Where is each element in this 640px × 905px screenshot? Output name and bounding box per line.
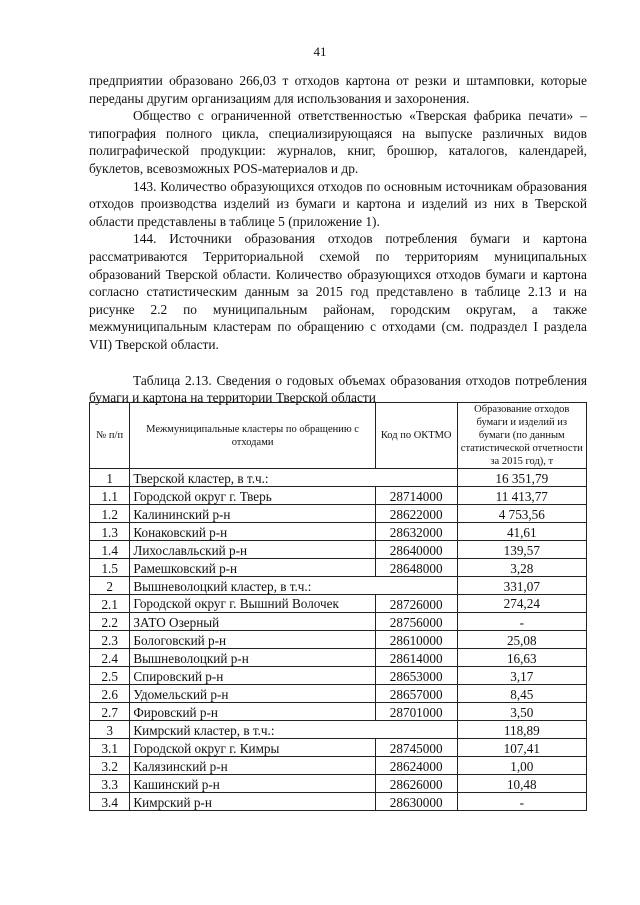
paragraph: 143. Количество образующихся отходов по основным источникам образования отходов производства изделий из бумаги и картона и изделий из них в Тверской области представлены в таблице 5 (приложение 1). bbox=[89, 178, 587, 229]
row-number: 2.1 bbox=[90, 595, 130, 613]
row-value: - bbox=[457, 793, 586, 811]
row-value: - bbox=[457, 613, 586, 631]
row-value: 331,07 bbox=[457, 577, 586, 595]
row-number: 3 bbox=[90, 721, 130, 739]
row-name: Фировский р-н bbox=[130, 703, 375, 721]
row-value: 1,00 bbox=[457, 757, 586, 775]
row-number: 2.2 bbox=[90, 613, 130, 631]
header-code: Код по ОКТМО bbox=[375, 403, 457, 469]
table-header-row bbox=[90, 403, 587, 469]
row-name: Удомельский р-н bbox=[130, 685, 375, 703]
row-name: Спировский р-н bbox=[130, 667, 375, 685]
row-value: 118,89 bbox=[457, 721, 586, 739]
row-oktmo-code: 28630000 bbox=[375, 793, 457, 811]
row-oktmo-code: 28626000 bbox=[375, 775, 457, 793]
row-number: 2.5 bbox=[90, 667, 130, 685]
row-value: 41,61 bbox=[457, 523, 586, 541]
row-oktmo-code: 28614000 bbox=[375, 649, 457, 667]
row-value: 8,45 bbox=[457, 685, 586, 703]
row-number: 3.3 bbox=[90, 775, 130, 793]
table-row bbox=[90, 703, 587, 721]
row-name: Кимрский кластер, в т.ч.: bbox=[130, 721, 457, 739]
row-number: 1 bbox=[90, 469, 130, 487]
table-row bbox=[90, 523, 587, 541]
row-number: 1.2 bbox=[90, 505, 130, 523]
row-oktmo-code: 28701000 bbox=[375, 703, 457, 721]
row-value: 3,50 bbox=[457, 703, 586, 721]
row-number: 1.5 bbox=[90, 559, 130, 577]
paragraph: Общество с ограниченной ответственностью «Тверская фабрика печати» – типография полного цикла, специализирующаяся на выпуске различных видов полиграфической продукции: журналов, книг, брошюр, каталогов, календарей, буклетов, всевозможных POS-материалов и др. bbox=[89, 108, 587, 176]
row-value: 10,48 bbox=[457, 775, 586, 793]
waste-table bbox=[89, 402, 587, 811]
cluster-row bbox=[90, 721, 587, 739]
row-oktmo-code: 28648000 bbox=[375, 559, 457, 577]
table-row bbox=[90, 505, 587, 523]
row-value: 4 753,56 bbox=[457, 505, 586, 523]
row-value: 25,08 bbox=[457, 631, 586, 649]
row-oktmo-code: 28726000 bbox=[375, 595, 457, 613]
row-name: Городской округ г. Тверь bbox=[130, 487, 375, 505]
row-oktmo-code: 28632000 bbox=[375, 523, 457, 541]
row-value: 139,57 bbox=[457, 541, 586, 559]
row-number: 3.1 bbox=[90, 739, 130, 757]
row-name: Вышневолоцкий кластер, в т.ч.: bbox=[130, 577, 457, 595]
row-oktmo-code: 28657000 bbox=[375, 685, 457, 703]
cluster-row bbox=[90, 577, 587, 595]
row-number: 1.1 bbox=[90, 487, 130, 505]
row-number: 3.4 bbox=[90, 793, 130, 811]
row-number: 1.3 bbox=[90, 523, 130, 541]
table-row bbox=[90, 649, 587, 667]
page-number: 41 bbox=[313, 44, 327, 59]
table-row bbox=[90, 595, 587, 613]
row-value: 3,17 bbox=[457, 667, 586, 685]
row-oktmo-code: 28640000 bbox=[375, 541, 457, 559]
table-row bbox=[90, 793, 587, 811]
table-row bbox=[90, 613, 587, 631]
row-value: 16,63 bbox=[457, 649, 586, 667]
row-name: Калининский р-н bbox=[130, 505, 375, 523]
row-number: 3.2 bbox=[90, 757, 130, 775]
row-name: Бологовский р-н bbox=[130, 631, 375, 649]
row-name: Конаковский р-н bbox=[130, 523, 375, 541]
row-oktmo-code: 28756000 bbox=[375, 613, 457, 631]
table-caption bbox=[89, 372, 587, 406]
table-row bbox=[90, 685, 587, 703]
row-name: ЗАТО Озерный bbox=[130, 613, 375, 631]
row-number: 2.6 bbox=[90, 685, 130, 703]
table-row bbox=[90, 487, 587, 505]
row-oktmo-code: 28624000 bbox=[375, 757, 457, 775]
table-caption-text: Таблица 2.13. Сведения о годовых объемах образования отходов потребления бумаги и картона на территории Тверской области bbox=[89, 373, 587, 405]
row-number: 2.3 bbox=[90, 631, 130, 649]
row-name: Калязинский р-н bbox=[130, 757, 375, 775]
table-row bbox=[90, 757, 587, 775]
paragraph: предприятии образовано 266,03 т отходов картона от резки и штамповки, которые переданы другим организациям для использования и захоронения. bbox=[89, 73, 587, 106]
row-number: 2.7 bbox=[90, 703, 130, 721]
paragraph: 144. Источники образования отходов потребления бумаги и картона рассматриваются Территориальной схемой по территориям муниципальных образований Тверской области. Количество образующихся отходов бумаги и картона согласно статистическим данным за 2015 год представлено в таблице 2.13 и на рисунке 2.2 по муниципальным районам, городским округам, а также межмуниципальным кластерам по обращению с отходами (см. подраздел I раздела VII) Тверской области. bbox=[89, 231, 587, 352]
row-value: 107,41 bbox=[457, 739, 586, 757]
body-text bbox=[89, 72, 587, 354]
row-value: 11 413,77 bbox=[457, 487, 586, 505]
header-value: Образование отходов бумаги и изделий из бумаги (по данным статистической отчетности за 2015 год), т bbox=[457, 403, 586, 469]
row-name: Городской округ г. Вышний Волочек bbox=[130, 595, 375, 613]
table-row bbox=[90, 739, 587, 757]
table-row bbox=[90, 667, 587, 685]
row-oktmo-code: 28714000 bbox=[375, 487, 457, 505]
row-oktmo-code: 28653000 bbox=[375, 667, 457, 685]
row-name: Вышневолоцкий р-н bbox=[130, 649, 375, 667]
row-name: Лихославльский р-н bbox=[130, 541, 375, 559]
table-row bbox=[90, 631, 587, 649]
row-name: Кашинский р-н bbox=[130, 775, 375, 793]
row-number: 2.4 bbox=[90, 649, 130, 667]
row-value: 16 351,79 bbox=[457, 469, 586, 487]
row-oktmo-code: 28745000 bbox=[375, 739, 457, 757]
row-oktmo-code: 28610000 bbox=[375, 631, 457, 649]
table-body bbox=[90, 469, 587, 811]
table-row bbox=[90, 541, 587, 559]
cluster-row bbox=[90, 469, 587, 487]
row-value: 3,28 bbox=[457, 559, 586, 577]
row-number: 1.4 bbox=[90, 541, 130, 559]
table-row bbox=[90, 775, 587, 793]
table-row bbox=[90, 559, 587, 577]
header-no: № п/п bbox=[90, 403, 130, 469]
row-oktmo-code: 28622000 bbox=[375, 505, 457, 523]
row-name: Кимрский р-н bbox=[130, 793, 375, 811]
row-name: Рамешковский р-н bbox=[130, 559, 375, 577]
header-name: Межмуниципальные кластеры по обращению с отходами bbox=[130, 403, 375, 469]
row-name: Городской округ г. Кимры bbox=[130, 739, 375, 757]
row-value: 274,24 bbox=[457, 595, 586, 613]
row-name: Тверской кластер, в т.ч.: bbox=[130, 469, 457, 487]
row-number: 2 bbox=[90, 577, 130, 595]
